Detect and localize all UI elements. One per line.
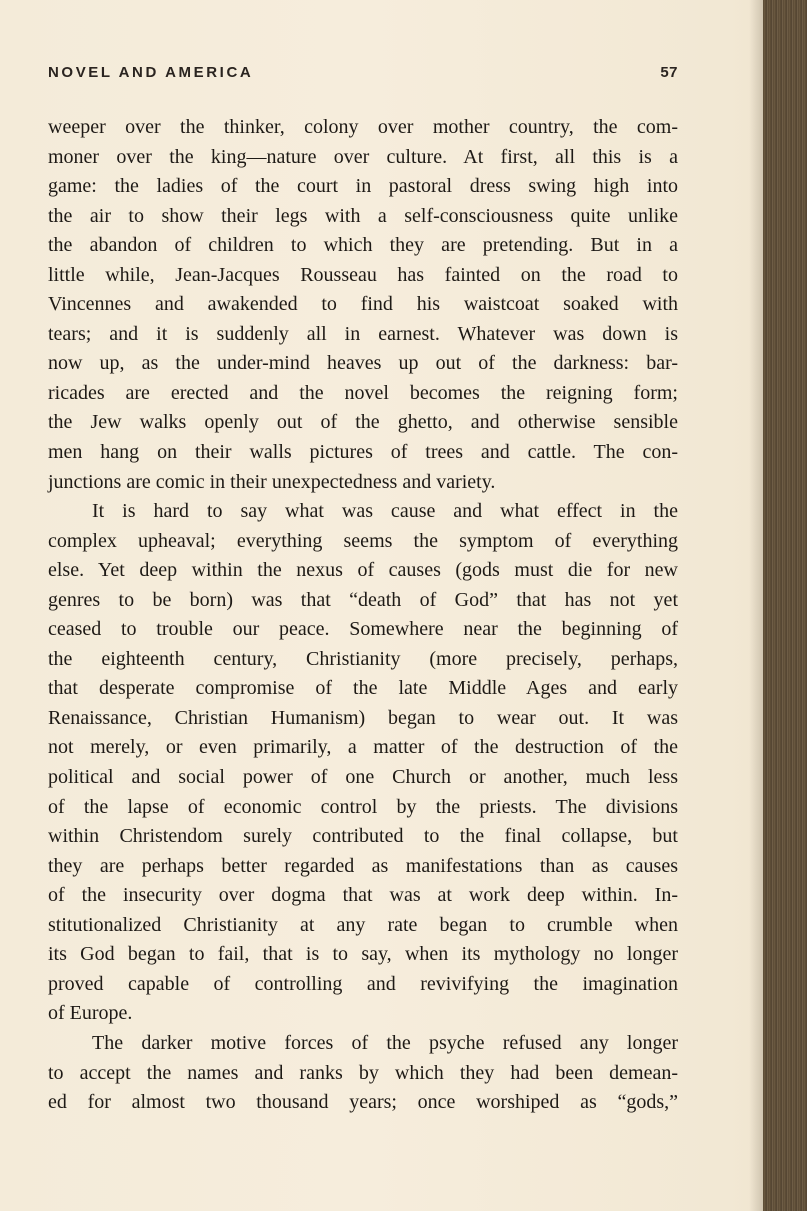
text-line: the abandon of children to which they are pretending. But in a <box>48 234 678 257</box>
text-line: of the lapse of economic control by the priests. The divisions <box>48 795 678 818</box>
paragraph <box>48 1029 678 1118</box>
text-line: weeper over the thinker, colony over mother country, the com- <box>48 116 678 138</box>
text-line: to accept the names and ranks by which they had been demean- <box>48 1061 678 1084</box>
text-line: proved capable of controlling and revivifying the imagination <box>48 972 678 995</box>
text-line: tears; and it is suddenly all in earnest. Whatever was down is <box>48 322 678 345</box>
text-line: else. Yet deep within the nexus of causes (gods must die for new <box>48 559 678 582</box>
running-head <box>48 64 678 86</box>
text-line: ricades are erected and the novel becomes the reigning form; <box>48 381 678 404</box>
book-edge <box>763 0 807 1211</box>
text-line: not merely, or even primarily, a matter of the destruction of the <box>48 736 678 759</box>
text-line: ceased to trouble our peace. Somewhere near the beginning of <box>48 618 678 641</box>
text-line: stitutionalized Christianity at any rate began to crumble when <box>48 913 678 936</box>
page-number: 57 <box>660 64 678 81</box>
text-line: game: the ladies of the court in pastoral dress swing high into <box>48 175 678 198</box>
text-line: that desperate compromise of the late Middle Ages and early <box>48 677 678 700</box>
text-line: political and social power of one Church or another, much less <box>48 766 678 789</box>
body-text <box>48 113 678 1118</box>
paragraph <box>48 497 678 1029</box>
text-line: junctions are comic in their unexpectedness and variety. <box>48 470 496 493</box>
text-line: Vincennes and awakended to find his waistcoat soaked with <box>48 293 678 316</box>
text-line: its God began to fail, that is to say, when its mythology no longer <box>48 943 678 966</box>
running-head-title: NOVEL AND AMERICA <box>48 64 254 81</box>
text-line: of Europe. <box>48 1002 133 1025</box>
text-line: of the insecurity over dogma that was at work deep within. In- <box>48 884 678 907</box>
text-line: moner over the king—nature over culture. At first, all this is a <box>48 145 678 168</box>
text-line: little while, Jean-Jacques Rousseau has fainted on the road to <box>48 263 678 286</box>
text-line: complex upheaval; everything seems the symptom of everything <box>48 529 678 552</box>
text-line: now up, as the under-mind heaves up out of the darkness: bar- <box>48 352 678 375</box>
text-line: men hang on their walls pictures of trees and cattle. The con- <box>48 441 678 464</box>
text-line: the eighteenth century, Christianity (more precisely, perhaps, <box>48 647 678 670</box>
text-line: genres to be born) was that “death of God” that has not yet <box>48 588 678 611</box>
page-edge-shadow <box>749 0 763 1211</box>
text-line: the Jew walks openly out of the ghetto, and otherwise sensible <box>48 411 678 434</box>
text-line: Renaissance, Christian Humanism) began to wear out. It was <box>48 706 678 729</box>
text-line: The darker motive forces of the psyche refused any longer <box>92 1031 678 1054</box>
text-line: they are perhaps better regarded as manifestations than as causes <box>48 854 678 877</box>
text-line: It is hard to say what was cause and what effect in the <box>92 500 678 523</box>
text-line: ed for almost two thousand years; once worshiped as “gods,” <box>48 1091 678 1114</box>
text-line: the air to show their legs with a self-consciousness quite unlike <box>48 204 678 227</box>
paragraph <box>48 113 678 497</box>
text-line: within Christendom surely contributed to the final collapse, but <box>48 825 678 848</box>
